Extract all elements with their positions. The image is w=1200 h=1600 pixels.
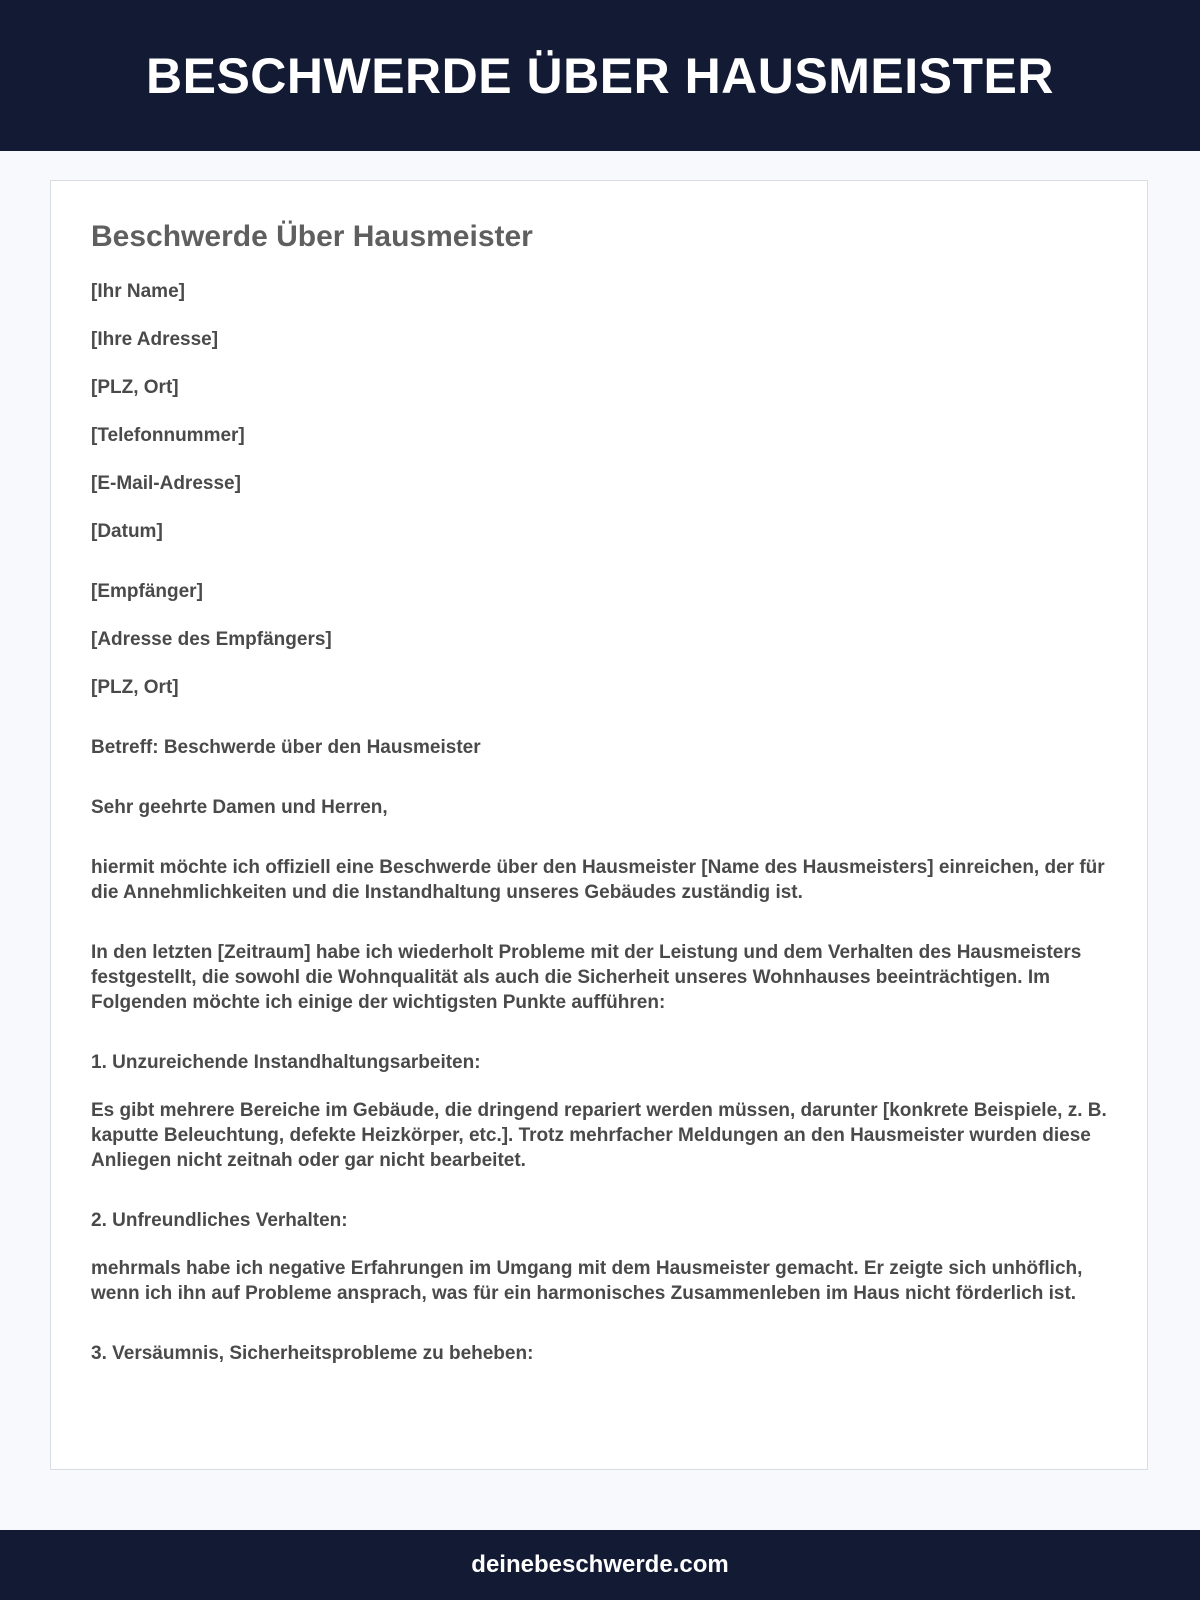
point-3-heading: 3. Versäumnis, Sicherheitsprobleme zu beheben: — [91, 1343, 534, 1364]
letter-date: [Datum] — [91, 521, 163, 542]
point-2-heading: 2. Unfreundliches Verhalten: — [91, 1210, 348, 1231]
intro-paragraph: hiermit möchte ich offiziell eine Beschwerde über den Hausmeister [Name des Hausmeisters] einreichen, der für die Annehmlichkeiten und die Instandhaltung unseres Gebäudes zuständig ist. — [91, 857, 1105, 903]
sender-phone: [Telefonnummer] — [91, 425, 245, 446]
page-header — [0, 0, 1200, 151]
sender-address: [Ihre Adresse] — [91, 329, 219, 350]
subject-line: Betreff: Beschwerde über den Hausmeister — [91, 737, 481, 758]
point-1-heading: 1. Unzureichende Instandhaltungsarbeiten: — [91, 1052, 481, 1073]
sender-email: [E-Mail-Adresse] — [91, 473, 241, 494]
page-footer — [0, 1530, 1200, 1600]
document-title: Beschwerde Über Hausmeister — [91, 220, 533, 253]
salutation: Sehr geehrte Damen und Herren, — [91, 797, 388, 818]
sender-name: [Ihr Name] — [91, 281, 185, 302]
recipient-name: [Empfänger] — [91, 581, 203, 602]
sender-zip-city: [PLZ, Ort] — [91, 377, 179, 398]
footer-site-name: deinebeschwerde.com — [471, 1551, 729, 1578]
recipient-address: [Adresse des Empfängers] — [91, 629, 332, 650]
context-paragraph: In den letzten [Zeitraum] habe ich wiederholt Probleme mit der Leistung und dem Verhalten des Hausmeisters festgestellt, die sowohl die Wohnqualität als auch die Sicherheit unseres Wohnhauses beeinträchtigen. Im Folgenden möchte ich einige der wichtigsten Punkte aufführen: — [91, 942, 1082, 1013]
point-2-text: mehrmals habe ich negative Erfahrungen im Umgang mit dem Hausmeister gemacht. Er zeigte sich unhöflich, wenn ich ihn auf Probleme ansprach, was für ein harmonisches Zusammenleben im Haus nicht förderlich ist. — [91, 1258, 1083, 1304]
recipient-zip-city: [PLZ, Ort] — [91, 677, 179, 698]
point-1-text: Es gibt mehrere Bereiche im Gebäude, die dringend repariert werden müssen, darunter [konkrete Beispiele, z. B. kaputte Beleuchtung, defekte Heizkörper, etc.]. Trotz mehrfacher Meldungen an den Hausmeister wurden diese Anliegen nicht zeitnah oder gar nicht bearbeitet. — [91, 1100, 1107, 1171]
letter-card — [50, 180, 1148, 1470]
page-title: BESCHWERDE ÜBER HAUSMEISTER — [145, 47, 1054, 104]
